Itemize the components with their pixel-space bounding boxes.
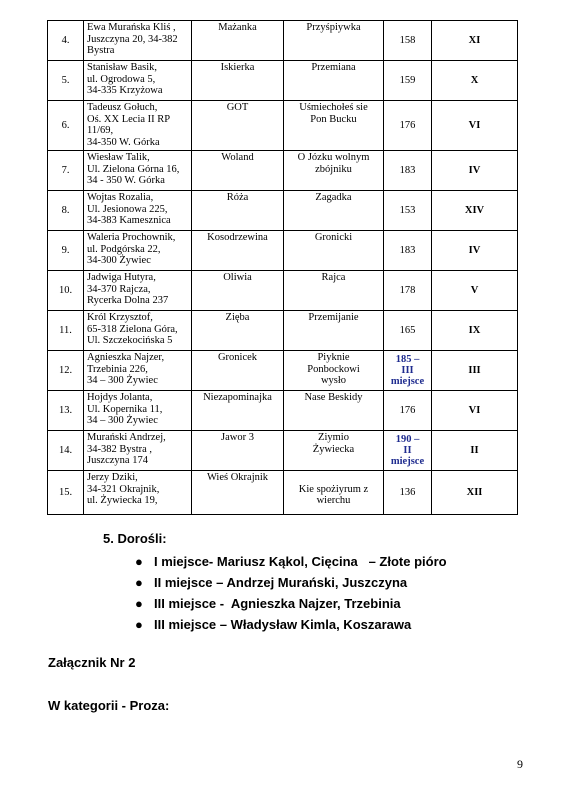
table-row xyxy=(48,471,518,515)
title-cell xyxy=(284,101,384,151)
pseudonym-cell: Gronicek xyxy=(192,351,284,391)
cell-line: Wojtas Rozalia, xyxy=(87,192,154,203)
table-row xyxy=(48,391,518,431)
cell-line: Żywiecka xyxy=(312,443,355,455)
cell-line: Oś. XX Lecia II RP xyxy=(87,113,171,125)
cell-line: Uśmiechołeś sie xyxy=(299,102,368,113)
title-cell xyxy=(284,311,384,351)
points-cell xyxy=(384,231,432,271)
title-cell xyxy=(284,351,384,391)
entry-number-cell: 15. xyxy=(48,471,84,515)
cell-line: Ponbockowi xyxy=(307,363,360,375)
pseudonym-cell: Oliwia xyxy=(192,271,284,311)
cell-line: Ul. Zielona Górna 16, xyxy=(87,163,180,175)
pseudonym-cell: Róża xyxy=(192,191,284,231)
winners-list xyxy=(135,551,447,635)
list-item-text: III miejsce – Władysław Kimla, Koszarawa xyxy=(154,617,412,632)
points-cell xyxy=(384,471,432,515)
place-cell: V xyxy=(432,271,518,311)
cell-line: 34-383 Kamesznica xyxy=(87,215,171,226)
cell-line: 136 xyxy=(399,486,416,498)
cell-line: miejsce xyxy=(390,376,425,387)
cell-line: Hojdys Jolanta, xyxy=(87,392,153,403)
section-heading: 5. Dorośli: xyxy=(103,531,167,546)
points-cell xyxy=(384,151,432,191)
place-cell: VI xyxy=(432,101,518,151)
table-row xyxy=(48,271,518,311)
table-row xyxy=(48,231,518,271)
pseudonym-cell: Iskierka xyxy=(192,61,284,101)
table-row xyxy=(48,101,518,151)
cell-line: Wiesław Talik, xyxy=(87,152,150,163)
cell-line: 183 xyxy=(399,164,416,176)
pseudonym-cell: Jawor 3 xyxy=(192,431,284,471)
table-row xyxy=(48,61,518,101)
title-cell xyxy=(284,431,384,471)
page-number: 9 xyxy=(517,757,523,771)
cell-line: II xyxy=(403,445,412,456)
list-item-text: I miejsce- Mariusz Kąkol, Cięcina – Złote pióro xyxy=(154,554,447,569)
cell-line: Juszczyna 174 xyxy=(87,455,148,466)
entry-number-cell: 9. xyxy=(48,231,84,271)
pseudonym-cell: Wieś Okrajnik xyxy=(192,471,284,515)
cell-line: Zagadka xyxy=(315,192,352,203)
cell-line: 190 – xyxy=(395,434,420,445)
place-cell: XII xyxy=(432,471,518,515)
cell-line: Bystra xyxy=(87,45,115,56)
points-cell xyxy=(384,61,432,101)
bullet-icon: ● xyxy=(135,617,143,632)
place-cell: IV xyxy=(432,151,518,191)
cell-line: Rycerka Dolna 237 xyxy=(87,295,169,306)
cell-line: Stanisław Basik, xyxy=(87,62,157,73)
title-cell xyxy=(284,191,384,231)
list-item xyxy=(135,593,447,614)
cell-line: Waleria Prochownik, xyxy=(87,232,176,243)
author-cell xyxy=(84,311,192,351)
author-cell xyxy=(84,61,192,101)
entry-number-cell: 13. xyxy=(48,391,84,431)
pseudonym-cell: Kosodrzewina xyxy=(192,231,284,271)
list-item xyxy=(135,572,447,593)
entry-number-cell: 14. xyxy=(48,431,84,471)
title-cell xyxy=(284,151,384,191)
list-item xyxy=(135,614,447,635)
entry-number-cell: 10. xyxy=(48,271,84,311)
category-heading: W kategorii - Proza: xyxy=(48,698,170,713)
author-cell xyxy=(84,351,192,391)
cell-line: 176 xyxy=(399,404,416,416)
title-cell xyxy=(284,391,384,431)
author-cell xyxy=(84,391,192,431)
cell-line: Przyśpiywka xyxy=(306,22,361,33)
author-cell xyxy=(84,231,192,271)
title-cell xyxy=(284,271,384,311)
points-cell xyxy=(384,391,432,431)
points-cell xyxy=(384,101,432,151)
cell-line: 178 xyxy=(399,284,416,296)
title-cell xyxy=(284,471,384,515)
place-cell: III xyxy=(432,351,518,391)
cell-line: 34-370 Rajcza, xyxy=(87,283,151,295)
pseudonym-cell: Niezapominajka xyxy=(192,391,284,431)
place-cell: IX xyxy=(432,311,518,351)
entry-number-cell: 7. xyxy=(48,151,84,191)
results-table-body xyxy=(48,21,518,515)
entry-number-cell: 4. xyxy=(48,21,84,61)
table-row xyxy=(48,151,518,191)
title-cell xyxy=(284,61,384,101)
cell-line: Przemijanie xyxy=(308,312,359,323)
cell-line: Agnieszka Najzer, xyxy=(87,352,165,363)
table-row xyxy=(48,431,518,471)
pseudonym-cell: Mażanka xyxy=(192,21,284,61)
cell-line: 34-321 Okrajnik, xyxy=(87,483,160,495)
entry-number-cell: 8. xyxy=(48,191,84,231)
cell-line: 34-350 W. Górka xyxy=(87,136,160,148)
author-cell xyxy=(84,471,192,515)
points-cell xyxy=(384,271,432,311)
cell-line: 65-318 Zielona Góra, xyxy=(87,323,178,335)
cell-line: 176 xyxy=(399,119,416,131)
cell-line: ul. Żywiecka 19, xyxy=(87,495,158,506)
cell-line: miejsce xyxy=(390,456,425,467)
cell-line: Trzebinia 226, xyxy=(87,363,148,375)
pseudonym-cell: GOT xyxy=(192,101,284,151)
cell-line: ul. Podgórska 22, xyxy=(87,243,161,255)
points-cell xyxy=(384,191,432,231)
cell-line: Piyknie xyxy=(317,352,350,363)
cell-line: wysło xyxy=(320,375,347,386)
place-cell: IV xyxy=(432,231,518,271)
place-cell: XIV xyxy=(432,191,518,231)
bullet-icon: ● xyxy=(135,554,143,569)
entry-number-cell: 11. xyxy=(48,311,84,351)
cell-line: ul. Ogrodowa 5, xyxy=(87,73,156,85)
annex-title: Załącznik Nr 2 xyxy=(48,655,136,670)
cell-line: Gronicki xyxy=(314,232,353,243)
results-table xyxy=(47,20,518,515)
author-cell xyxy=(84,271,192,311)
cell-line: 183 xyxy=(399,244,416,256)
points-cell xyxy=(384,21,432,61)
author-cell xyxy=(84,151,192,191)
cell-line: Pon Bucku xyxy=(310,113,357,125)
cell-line: 159 xyxy=(399,74,416,86)
author-cell xyxy=(84,101,192,151)
list-item-text: II miejsce – Andrzej Murański, Juszczyna xyxy=(154,575,408,590)
cell-line: Jerzy Dziki, xyxy=(87,472,138,483)
cell-line: wierchu xyxy=(316,495,351,506)
cell-line: Ziymio xyxy=(318,432,349,443)
place-cell: II xyxy=(432,431,518,471)
points-cell xyxy=(384,431,432,471)
cell-line: Jadwiga Hutyra, xyxy=(87,272,156,283)
title-cell xyxy=(284,21,384,61)
pseudonym-cell: Zięba xyxy=(192,311,284,351)
entry-number-cell: 12. xyxy=(48,351,84,391)
cell-line: 34 - 350 W. Górka xyxy=(87,175,165,186)
title-cell xyxy=(284,231,384,271)
points-cell xyxy=(384,311,432,351)
cell-line: 34 – 300 Żywiec xyxy=(87,375,158,386)
cell-line: Murański Andrzej, xyxy=(87,432,166,443)
list-item-text: III miejsce - Agnieszka Najzer, Trzebinia xyxy=(154,596,401,611)
cell-line: 158 xyxy=(399,34,416,46)
cell-line: Król Krzysztof, xyxy=(87,312,153,323)
cell-line: zbójniku xyxy=(315,163,352,175)
cell-line: O Józku wolnym xyxy=(297,152,370,163)
cell-line: Przemiana xyxy=(311,62,356,73)
bullet-icon: ● xyxy=(135,596,143,611)
cell-line: Ul. Jesionowa 225, xyxy=(87,203,168,215)
cell-line: Nase Beskidy xyxy=(304,392,363,403)
points-cell xyxy=(384,351,432,391)
cell-line: 153 xyxy=(399,204,416,216)
cell-line xyxy=(287,472,380,484)
place-cell: XI xyxy=(432,21,518,61)
table-row xyxy=(48,311,518,351)
cell-line: 34-382 Bystra , xyxy=(87,443,153,455)
cell-line: Tadeusz Gołuch, xyxy=(87,102,158,113)
table-row xyxy=(48,351,518,391)
author-cell xyxy=(84,21,192,61)
cell-line: 165 xyxy=(399,324,416,336)
table-row xyxy=(48,21,518,61)
entry-number-cell: 5. xyxy=(48,61,84,101)
author-cell xyxy=(84,191,192,231)
cell-line: Rajca xyxy=(321,272,346,283)
cell-line: Ul. Szczekocińska 5 xyxy=(87,335,173,346)
author-cell xyxy=(84,431,192,471)
cell-line: 34-300 Żywiec xyxy=(87,255,151,266)
bullet-icon: ● xyxy=(135,575,143,590)
cell-line: Ul. Kopernika 11, xyxy=(87,403,163,415)
entry-number-cell: 6. xyxy=(48,101,84,151)
place-cell: X xyxy=(432,61,518,101)
pseudonym-cell: Woland xyxy=(192,151,284,191)
cell-line: Juszczyna 20, 34-382 xyxy=(87,33,178,45)
table-row xyxy=(48,191,518,231)
cell-line: Ewa Murańska Kliś , xyxy=(87,22,176,33)
cell-line: 185 – xyxy=(395,354,420,365)
list-item xyxy=(135,551,447,572)
cell-line: III xyxy=(401,365,414,376)
cell-line: 11/69, xyxy=(87,125,114,136)
place-cell: VI xyxy=(432,391,518,431)
cell-line: Kie spożiyrum z xyxy=(298,483,369,495)
cell-line: 34-335 Krzyżowa xyxy=(87,85,163,96)
cell-line: 34 – 300 Żywiec xyxy=(87,415,158,426)
